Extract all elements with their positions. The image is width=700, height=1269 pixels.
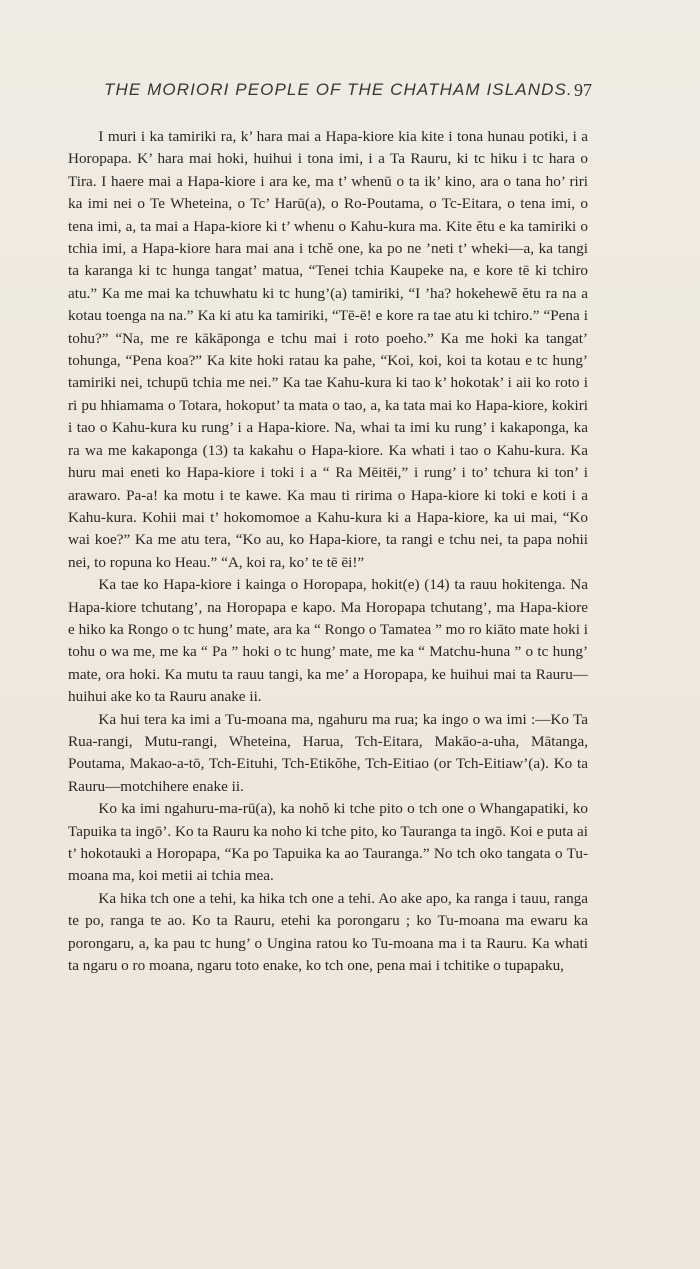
running-title: THE MORIORI PEOPLE OF THE CHATHAM ISLANDS.	[104, 80, 573, 99]
body-text	[68, 126, 588, 977]
paragraph-4: Ko ka imi ngahuru-ma-rū(a), ka nohŏ ki tche pito o tch one o Whangapatiki, ko Tapuika ta ingō’. Ko ta Rauru ka noho ki tche pito, ko Tauranga ta ingō. Koi e puta ai t’ hokotauki a Horopapa, “Ka po Tapuika ka ao Tauranga.” No tch oko tangata o Tu-moana ma, koi metii ai tchia mea.	[68, 800, 588, 885]
paragraph-1: I muri i ka tamiriki ra, k’ hara mai a Hapa-kiore kia kite i tona hunau potiki, i a Horopapa. K’ hara mai hoki, huihui i tona imi, i a Ta Rauru, ki tc hiku i tc hara o Tira. I haere mai a Hapa-kiore i ara ke, ma t’ whenū o ta ik’ kino, ara o tana ho’ riri ka imi nei o Te Wheteina, o Tc’ Harū(a), o Ro-Poutama, o Tc-Eitara, o tena imi, o tena imi, a, ta mai a Hapa-kiore ki t’ whenu o Kahu-kura ma. Kite ĕtu e ka tamiriki o tchia imi, a Hapa-kiore hara mai ana i tchĕ one, ka po ne ’neti t’ wheki—a, ka tangi ta karanga ki tc hunga tangat’ matua, “Tenei tchia Kaupeke na, e kore tē ki tchiro atu.” Ka me mai ka tchuwhatu ki tc hung’(a) tamiriki, “I ’ha? hokehewĕ ĕtu ra na a kotau toenga na na.” Ka ki atu ka tamiriki, “Tē-ē! e kore ra tae atu ki tchiro.” “Pena i tohu?” “Na, me re kākāponga e tchu mai i roto poeho.” Ka me hoki ka tangat’ tohunga, “Pena koa?” Ka kite hoki ratau ka pahe, “Koi, koi, koi ta kotau e tc hung’ tamiriki nei, tchupū tchia me nei.” Ka tae Kahu-kura ki tao k’ hokotak’ i aii ko roto i ri pu hhiamama o Totara, hokoput’ ta mata o tao, a, ka tata mai ko Hapa-kiore, kokiri i tao o Kahu-kura ku rung’ i a Hapa-kiore. Na, whai ta imi ku rung’ i kakaponga, ka ra wa me kakaponga (13) ta kakahu o Hapa-kiore. Ka whati i tao o Kahu-kura. Ka huru mai eneti ko Hapa-kiore i toki i a “ Ra Mēitēi,” i rung’ i to’ tchura ki ton’ i arawaro. Pa-a! ka motu i te kawe. Ka mau ti ririma o Hapa-kiore ki toki e koti i a Kahu-kura. Kohii mai t’ hokomomoe a Kahu-kura ki a Hapa-kiore, ka ui mai, “Ko wai koe?” Ka me atu tera, “Ko au, ko Hapa-kiore, ta rangi e tchu nei, ta papa nohii nei, to ropuna ko Heau.” “A, koi ra, ko’ te tē ēi!”	[68, 128, 588, 571]
paragraph-5: Ka hika tch one a tehi, ka hika tch one a tehi. Ao ake apo, ka ranga i tauu, ranga te po, ranga te ao. Ko ta Rauru, etehi ka porongaru ; ko Tu-moana ma ewaru ka porongaru, a, ka pau tc hung’ o Ungina ratou ko Tu-moana ma i ta Rauru. Ka whati ta ngaru o ro moana, ngaru toto enake, ko tch one, pena mai i tchitike o tupapaku,	[68, 889, 588, 975]
paragraph-2: Ka tae ko Hapa-kiore i kainga o Horopapa, hokit(e) (14) ta rauu hokitenga. Na Hapa-kiore tchutang’, na Horopapa e kapo. Ma Horopapa tchutang’, ma Hapa-kiore e hiko ka Rongo o tc hung’ mate, ara ka “ Rongo o Tamatea ” mo ro kiāto mate hoki i tohu o wa me, me ka “ Pa ” hoki o tc hung’ mate, me ka “ Matchu-huna ” o tc hung’ mate, ora hoki. Ka mutu ta rauu tangi, ka me’ a Horopapa, ke huihui mai ta Rauru—huihui ake ko ta Rauru anake ii.	[68, 576, 588, 706]
running-head	[68, 80, 598, 110]
page-number: 97	[574, 80, 592, 100]
paragraph-3: Ka hui tera ka imi a Tu-moana ma, ngahuru ma rua; ka ingo o wa imi :—Ko Ta Rua-rangi, Mutu-rangi, Wheteina, Harua, Tch-Eitara, Makāo-a-uha, Mātanga, Poutama, Makao-a-tō, Tch-Eituhi, Tch-Etikŏhe, Tch-Eitiao (or Tch-Eitiaw’(a). Ko ta Rauru—motchihere enake ii.	[68, 710, 588, 795]
